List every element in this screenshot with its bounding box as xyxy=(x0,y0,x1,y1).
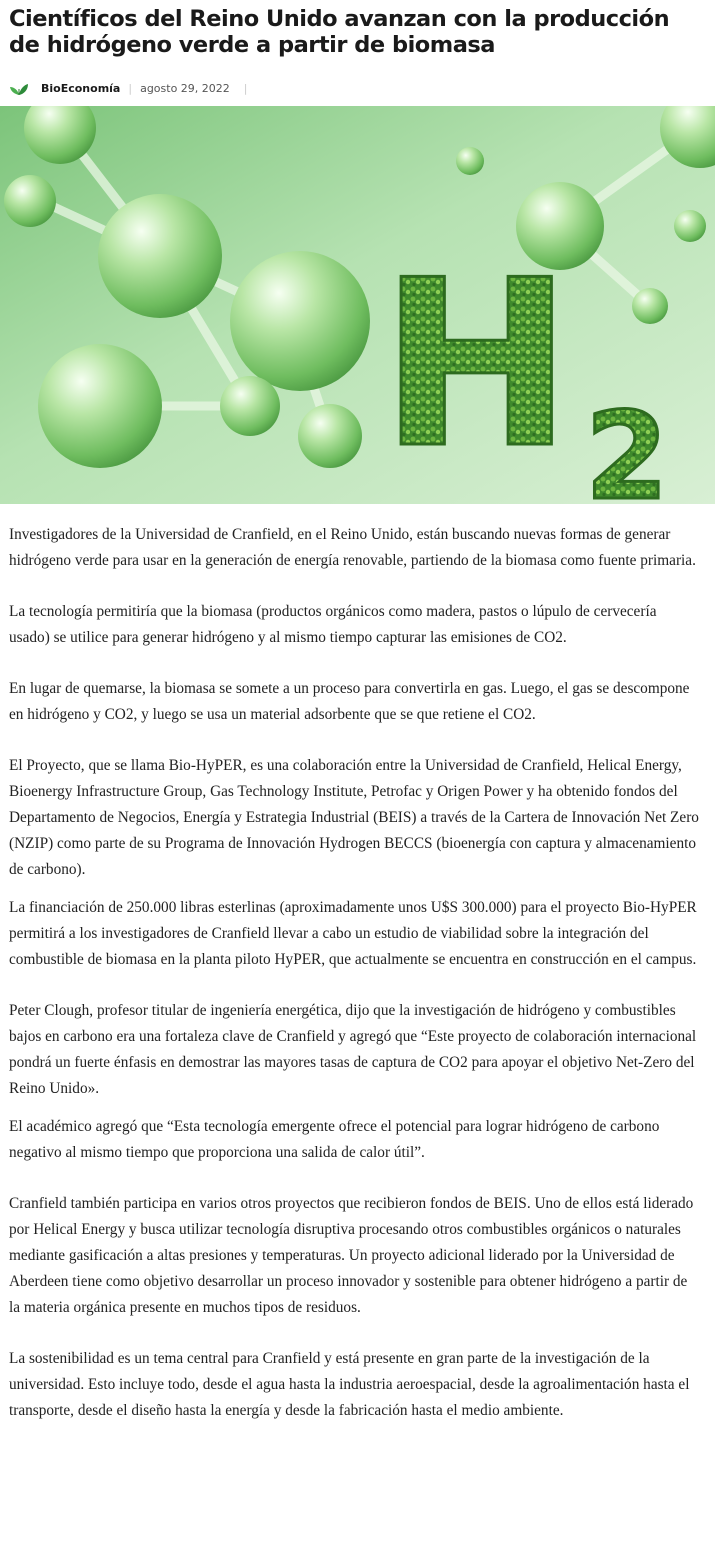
paragraph: La tecnología permitiría que la biomasa (productos orgánicos como madera, pastos o lúpulo de cervecería usado) se utilice para generar hidrógeno y al mismo tiempo capturar las emisiones de CO2. xyxy=(9,603,657,646)
paragraph: La financiación de 250.000 libras esterlinas (aproximadamente unos U$S 300.000) para el proyecto Bio-HyPER permitirá a los investigadores de Cranfield llevar a cabo un estudio de viabilidad sobre la integración del combustible de biomasa en la planta piloto HyPER, que actualmente se encuentra en construcción en el campus. xyxy=(9,899,697,968)
hero-subscript-2: 2 xyxy=(585,388,669,504)
meta-divider: | xyxy=(243,81,248,95)
paragraph: En lugar de quemarse, la biomasa se somete a un proceso para convertirla en gas. Luego, el gas se descompone en hidrógeno y CO2, y luego se usa un material adsorbente que se que retiene el CO2. xyxy=(9,680,690,723)
article-meta xyxy=(9,78,715,98)
paragraph: El Proyecto, que se llama Bio-HyPER, es una colaboración entre la Universidad de Cranfield, Helical Energy, Bioenergy Infrastructure Group, Gas Technology Institute, Petrofac y Origen Power y ha obtenido fondos del Departamento de Negocios, Energía y Estrategia Industrial (BEIS) a través de la Cartera de Innovación Net Zero (NZIP) como parte de su Programa de Innovación Hydrogen BECCS (bioenergía con captura y almacenamiento de carbono). xyxy=(9,757,699,878)
paragraph: Peter Clough, profesor titular de ingeniería energética, dijo que la investigación de hidrógeno y combustibles bajos en carbono era una fortaleza clave de Cranfield y agregó que “Este proyecto de colaboración internacional pondrá un fuerte énfasis en demostrar las mayores tasas de captura de CO2 para apoyar el objetivo Net-Zero del Reino Unido». xyxy=(9,1002,697,1097)
paragraph: La sostenibilidad es un tema central para Cranfield y está presente en gran parte de la investigación de la universidad. Esto incluye todo, desde el agua hasta la industria aeroespacial, desde la agroalimentación hasta el transporte, desde el diseño hasta la energía y desde la fabricación hasta el medio ambiente. xyxy=(9,1350,690,1419)
article-title: Científicos del Reino Unido avanzan con la producción de hidrógeno verde a partir de biomasa xyxy=(9,6,670,58)
meta-divider: | xyxy=(128,81,133,95)
hero-h-letter: H xyxy=(380,232,573,499)
leaf-icon xyxy=(9,80,29,96)
article-body xyxy=(9,522,699,1424)
paragraph: Investigadores de la Universidad de Cranfield, en el Reino Unido, están buscando nuevas formas de generar hidrógeno verde para usar en la generación de energía renovable, partiendo de la biomasa como fuente primaria. xyxy=(9,526,696,569)
hero-image xyxy=(0,106,715,504)
publish-date: agosto 29, 2022 xyxy=(140,81,230,95)
paragraph: El académico agregó que “Esta tecnología emergente ofrece el potencial para lograr hidrógeno de carbono negativo al mismo tiempo que proporciona una salida de calor útil”. xyxy=(9,1118,660,1161)
author-link[interactable]: BioEconomía xyxy=(41,81,121,95)
paragraph: Cranfield también participa en varios otros proyectos que recibieron fondos de BEIS. Uno de ellos está liderado por Helical Energy y busca utilizar tecnología disruptiva procesando otros combustibles orgánicos o naturales mediante gasificación a altas presiones y temperaturas. Un proyecto adicional liderado por la Universidad de Aberdeen tiene como objetivo desarrollar un proceso innovador y sostenible para obtener hidrógeno a partir de la materia orgánica presente en muchos tipos de residuos. xyxy=(9,1195,694,1316)
